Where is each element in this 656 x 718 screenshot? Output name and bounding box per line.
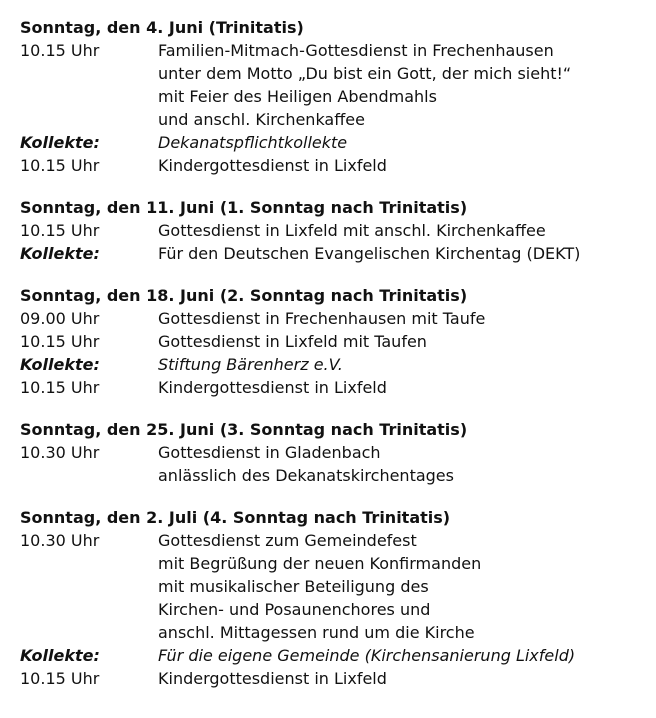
kollekte-label: Kollekte: [20, 355, 100, 374]
service-time: 10.15 Uhr [20, 378, 100, 397]
service-description [158, 39, 650, 131]
description-line: mit Feier des Heiligen Abendmahls [158, 87, 437, 106]
description-line: Kirchen- und Posaunenchores und [158, 600, 431, 619]
description-line: mit Begrüßung der neuen Konfirmanden [158, 554, 482, 573]
service-description [158, 219, 650, 242]
service-time: 10.15 Uhr [20, 156, 100, 175]
service-row [20, 307, 650, 330]
description-line: Kindergottesdienst in Lixfeld [158, 669, 387, 688]
description-line: unter dem Motto „Du bist ein Gott, der mich sieht!“ [158, 64, 572, 83]
description-line: anschl. Mittagessen rund um die Kirche [158, 623, 475, 642]
service-time: 10.15 Uhr [20, 669, 100, 688]
section-heading: Sonntag, den 25. Juni (3. Sonntag nach Trinitatis) [20, 420, 468, 439]
service-row [20, 39, 650, 131]
kollekte-purpose [158, 242, 650, 265]
service-row [20, 330, 650, 353]
kollekte-purpose [158, 353, 650, 376]
schedule-section [20, 418, 650, 487]
schedule-section [20, 506, 650, 690]
service-description [158, 441, 650, 487]
description-line: Gottesdienst in Frechenhausen mit Taufe [158, 309, 486, 328]
service-row [20, 219, 650, 242]
kollekte-row [20, 353, 650, 376]
description-line: Familien-Mitmach-Gottesdienst in Frechenhausen [158, 41, 554, 60]
kollekte-label: Kollekte: [20, 133, 100, 152]
service-row [20, 667, 650, 690]
description-line: und anschl. Kirchenkaffee [158, 110, 365, 129]
description-line: Gottesdienst zum Gemeindefest [158, 531, 417, 550]
kollekte-row [20, 644, 650, 667]
service-time: 10.30 Uhr [20, 443, 100, 462]
service-time: 10.15 Uhr [20, 221, 100, 240]
description-line: anlässlich des Dekanatskirchentages [158, 466, 454, 485]
kollekte-label: Kollekte: [20, 646, 100, 665]
description-line: Kindergottesdienst in Lixfeld [158, 156, 387, 175]
description-line: Für den Deutschen Evangelischen Kirchentag (DEKT) [158, 244, 581, 263]
service-row [20, 529, 650, 644]
service-time: 10.30 Uhr [20, 531, 100, 550]
service-time: 10.15 Uhr [20, 41, 100, 60]
service-schedule [20, 16, 650, 709]
description-line: Gottesdienst in Lixfeld mit anschl. Kirchenkaffee [158, 221, 546, 240]
kollekte-row [20, 242, 650, 265]
schedule-section [20, 284, 650, 399]
service-row [20, 154, 650, 177]
service-description [158, 307, 650, 330]
service-description [158, 529, 650, 644]
description-line: Stiftung Bärenherz e.V. [158, 355, 343, 374]
service-description [158, 667, 650, 690]
service-row [20, 441, 650, 487]
section-heading: Sonntag, den 11. Juni (1. Sonntag nach Trinitatis) [20, 198, 468, 217]
description-line: Für die eigene Gemeinde (Kirchensanierung Lixfeld) [158, 646, 576, 665]
schedule-section [20, 16, 650, 177]
kollekte-row [20, 131, 650, 154]
description-line: Dekanatspflichtkollekte [158, 133, 348, 152]
description-line: Gottesdienst in Lixfeld mit Taufen [158, 332, 427, 351]
service-time: 10.15 Uhr [20, 332, 100, 351]
service-time: 09.00 Uhr [20, 309, 100, 328]
description-line: mit musikalischer Beteiligung des [158, 577, 429, 596]
service-row [20, 376, 650, 399]
description-line: Kindergottesdienst in Lixfeld [158, 378, 387, 397]
section-heading: Sonntag, den 2. Juli (4. Sonntag nach Trinitatis) [20, 508, 451, 527]
kollekte-purpose [158, 131, 650, 154]
section-heading: Sonntag, den 18. Juni (2. Sonntag nach Trinitatis) [20, 286, 468, 305]
schedule-section [20, 196, 650, 265]
description-line: Gottesdienst in Gladenbach [158, 443, 381, 462]
service-description [158, 154, 650, 177]
kollekte-label: Kollekte: [20, 244, 100, 263]
service-description [158, 376, 650, 399]
section-heading: Sonntag, den 4. Juni (Trinitatis) [20, 18, 304, 37]
kollekte-purpose [158, 644, 650, 667]
service-description [158, 330, 650, 353]
